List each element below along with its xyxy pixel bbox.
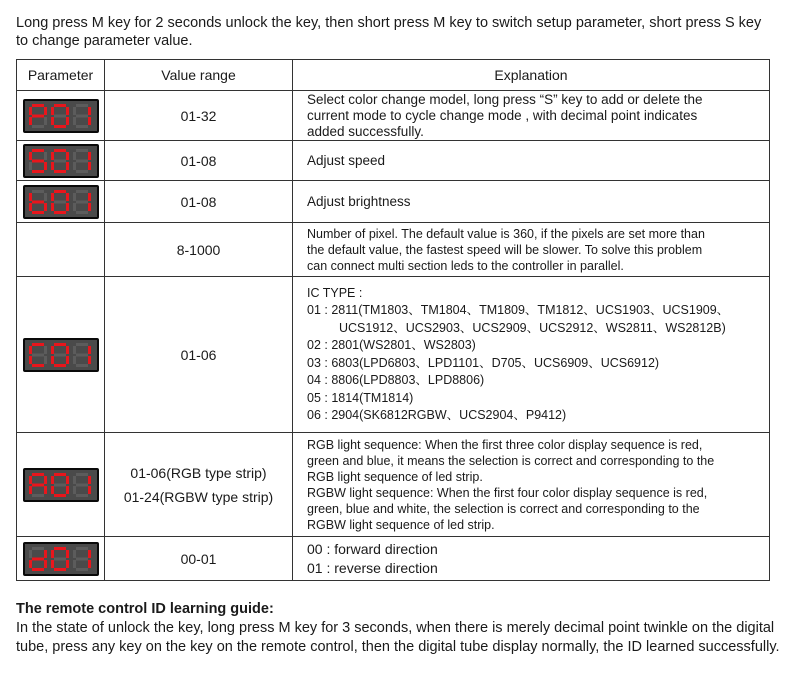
table-row	[17, 537, 770, 581]
explanation-cell	[293, 537, 770, 581]
led-digit-C	[29, 343, 49, 367]
led-segment-a	[32, 104, 44, 107]
led-segment-e	[73, 162, 76, 170]
led-segment-e	[73, 203, 76, 211]
value-range: 01-08	[180, 193, 217, 210]
led-segment-g	[32, 114, 44, 117]
led-segment-c	[66, 560, 69, 568]
led-segment-d	[54, 364, 66, 367]
explanation-line: can connect multi section leds to the controller in parallel.	[307, 258, 624, 273]
led-segment-a	[32, 190, 44, 193]
led-segment-d	[54, 170, 66, 173]
led-segment-b	[66, 346, 69, 354]
led-display-p01	[23, 99, 99, 133]
parameter-cell	[17, 223, 105, 277]
value-range: 01-06(RGB type strip)	[130, 464, 267, 481]
led-segment-g	[32, 557, 44, 560]
led-segment-d	[76, 170, 88, 173]
explanation-line: 01 : reverse direction	[307, 559, 438, 576]
led-segment-g	[76, 557, 88, 560]
parameter-cell	[17, 141, 105, 181]
guide-body: In the state of unlock the key, long press M key for 3 seconds, when there is merely decimal point twinkle on the digital tube, press any key on the key on the remote control, then the digital tube display normally, the ID learned successfully.	[16, 620, 780, 655]
led-segment-c	[88, 356, 91, 364]
explanation-line: 06 : 2904(SK6812RGBW、UCS2904、P9412)	[307, 408, 567, 422]
led-segment-c	[66, 356, 69, 364]
led-segment-b	[44, 346, 47, 354]
led-segment-b	[88, 193, 91, 201]
led-segment-e	[51, 162, 54, 170]
led-digit-0	[51, 343, 71, 367]
led-segment-f	[73, 152, 76, 160]
led-segment-a	[32, 473, 44, 476]
led-segment-d	[54, 125, 66, 128]
explanation-line: Adjust speed	[307, 152, 386, 168]
explanation-line: added successfully.	[307, 123, 424, 139]
led-segment-b	[66, 107, 69, 115]
led-segment-e	[29, 162, 32, 170]
led-segment-b	[88, 152, 91, 160]
led-segment-b	[44, 476, 47, 484]
explanation-cell	[293, 433, 770, 537]
led-segment-d	[32, 364, 44, 367]
led-segment-f	[51, 550, 54, 558]
led-segment-e	[51, 117, 54, 125]
led-segment-f	[29, 193, 32, 201]
led-segment-a	[76, 473, 88, 476]
value-range-cell	[105, 537, 293, 581]
led-segment-c	[88, 162, 91, 170]
led-segment-g	[54, 483, 66, 486]
guide-title: The remote control ID learning guide:	[16, 601, 274, 617]
led-segment-f	[51, 107, 54, 115]
led-segment-g	[54, 353, 66, 356]
explanation-line: UCS1912、UCS2903、UCS2909、UCS2912、WS2811、WS2812B)	[339, 320, 726, 335]
explanation-line: 05 : 1814(TM1814)	[307, 390, 414, 405]
led-segment-a	[32, 547, 44, 550]
explanation-line: RGBW light sequence: When the first four color display sequence is red,	[307, 485, 708, 500]
led-segment-b	[66, 550, 69, 558]
explanation-line: RGBW light sequence of led strip.	[307, 517, 495, 532]
led-segment-e	[29, 203, 32, 211]
led-segment-f	[73, 346, 76, 354]
led-segment-f	[51, 193, 54, 201]
led-display-s01	[23, 144, 99, 178]
led-segment-d	[32, 125, 44, 128]
led-segment-b	[44, 152, 47, 160]
led-segment-f	[51, 346, 54, 354]
led-segment-e	[73, 560, 76, 568]
explanation-line: RGB light sequence: When the first three color display sequence is red,	[307, 437, 703, 452]
table-row	[17, 433, 770, 537]
led-segment-c	[88, 486, 91, 494]
led-segment-d	[32, 568, 44, 571]
led-segment-f	[73, 476, 76, 484]
led-segment-g	[54, 200, 66, 203]
table-row	[17, 277, 770, 433]
led-segment-f	[73, 550, 76, 558]
led-segment-d	[76, 125, 88, 128]
led-segment-c	[88, 203, 91, 211]
led-segment-e	[29, 560, 32, 568]
parameter-cell	[17, 91, 105, 141]
value-range-cell	[105, 181, 293, 223]
led-segment-b	[44, 550, 47, 558]
explanation-line: RGB light sequence of led strip.	[307, 469, 483, 484]
led-segment-a	[76, 343, 88, 346]
led-segment-g	[32, 353, 44, 356]
explanation-cell	[293, 277, 770, 433]
header-parameter: Parameter	[17, 60, 105, 91]
value-range-cell	[105, 277, 293, 433]
led-digit-1	[73, 190, 93, 214]
led-segment-a	[54, 343, 66, 346]
table-row	[17, 223, 770, 277]
explanation-line: 00 : forward direction	[307, 540, 438, 557]
led-segment-e	[73, 117, 76, 125]
table-row	[17, 141, 770, 181]
led-segment-e	[51, 560, 54, 568]
led-display-c01	[23, 338, 99, 372]
led-segment-d	[32, 494, 44, 497]
led-segment-e	[51, 356, 54, 364]
led-segment-a	[32, 343, 44, 346]
led-segment-f	[29, 152, 32, 160]
led-digit-b	[29, 190, 49, 214]
explanation-line: 03 : 6803(LPD6803、LPD1101、D705、UCS6909、UCS6912)	[307, 355, 660, 370]
led-segment-f	[51, 476, 54, 484]
led-segment-a	[76, 149, 88, 152]
led-segment-c	[44, 356, 47, 364]
led-segment-a	[76, 104, 88, 107]
led-segment-d	[76, 568, 88, 571]
led-digit-0	[51, 190, 71, 214]
led-segment-c	[66, 486, 69, 494]
led-segment-b	[88, 550, 91, 558]
led-display-b01	[23, 185, 99, 219]
led-segment-c	[66, 162, 69, 170]
led-digit-P	[29, 104, 49, 128]
led-segment-d	[76, 364, 88, 367]
led-segment-f	[73, 193, 76, 201]
led-segment-e	[73, 356, 76, 364]
parameter-cell	[17, 433, 105, 537]
led-digit-1	[73, 547, 93, 571]
table-row	[17, 181, 770, 223]
led-digit-0	[51, 473, 71, 497]
led-segment-f	[51, 152, 54, 160]
led-segment-e	[73, 486, 76, 494]
explanation-line: Adjust brightness	[307, 193, 411, 209]
led-segment-c	[66, 117, 69, 125]
led-segment-f	[73, 107, 76, 115]
led-digit-0	[51, 547, 71, 571]
led-segment-g	[32, 200, 44, 203]
led-segment-a	[76, 190, 88, 193]
led-segment-e	[29, 356, 32, 364]
table-row	[17, 91, 770, 141]
explanation-line: the default value, the fastest speed will be slower. To solve this problem	[307, 242, 703, 257]
explanation-cell	[293, 181, 770, 223]
led-digit-S	[29, 149, 49, 173]
led-segment-b	[66, 152, 69, 160]
led-segment-a	[54, 149, 66, 152]
led-segment-e	[29, 117, 32, 125]
led-digit-0	[51, 104, 71, 128]
led-segment-b	[66, 193, 69, 201]
led-segment-d	[32, 170, 44, 173]
led-digit-1	[73, 343, 93, 367]
parameter-cell	[17, 181, 105, 223]
led-segment-b	[44, 107, 47, 115]
led-segment-b	[88, 476, 91, 484]
led-display-a01	[23, 468, 99, 502]
led-segment-a	[54, 190, 66, 193]
explanation-line: green and blue, it means the selection is correct and corresponding to the	[307, 453, 715, 468]
value-range-cell	[105, 141, 293, 181]
led-segment-e	[51, 203, 54, 211]
led-segment-g	[76, 483, 88, 486]
explanation-line: 01 : 2811(TM1803、TM1804、TM1809、TM1812、UCS1903、UCS1909、	[307, 303, 730, 317]
led-segment-g	[76, 114, 88, 117]
led-digit-d	[29, 547, 49, 571]
explanation-cell	[293, 223, 770, 277]
led-segment-a	[54, 473, 66, 476]
explanation-line: 04 : 8806(LPD8803、LPD8806)	[307, 373, 485, 387]
led-segment-c	[88, 117, 91, 125]
explanation-line: green, blue and white, the selection is correct and corresponding to the	[307, 501, 700, 516]
led-display-d01	[23, 542, 99, 576]
led-segment-c	[44, 560, 47, 568]
led-segment-f	[29, 550, 32, 558]
value-range-cell	[105, 223, 293, 277]
led-segment-c	[44, 117, 47, 125]
header-value-range: Value range	[105, 60, 293, 91]
led-segment-a	[32, 149, 44, 152]
led-segment-g	[32, 483, 44, 486]
led-segment-e	[51, 486, 54, 494]
explanation-cell	[293, 141, 770, 181]
led-segment-a	[54, 104, 66, 107]
led-segment-d	[76, 494, 88, 497]
led-segment-d	[54, 211, 66, 214]
led-segment-g	[76, 200, 88, 203]
value-range: 8-1000	[176, 241, 221, 258]
led-segment-c	[88, 560, 91, 568]
led-segment-g	[54, 114, 66, 117]
led-digit-1	[73, 104, 93, 128]
led-digit-1	[73, 149, 93, 173]
explanation-cell	[293, 91, 770, 141]
intro-text: Long press M key for 2 seconds unlock the key, then short press M key to switch setup parameter, short press S key to change parameter value.	[16, 15, 762, 49]
value-range: 01-24(RGBW type strip)	[123, 488, 274, 505]
led-segment-g	[76, 159, 88, 162]
led-segment-a	[76, 547, 88, 550]
value-range: 01-08	[180, 152, 217, 169]
led-segment-c	[66, 203, 69, 211]
led-segment-a	[54, 547, 66, 550]
led-segment-c	[44, 203, 47, 211]
led-segment-c	[44, 162, 47, 170]
led-segment-g	[54, 557, 66, 560]
led-segment-f	[29, 346, 32, 354]
led-segment-f	[29, 107, 32, 115]
led-segment-c	[44, 486, 47, 494]
led-segment-g	[76, 353, 88, 356]
explanation-line: Select color change model, long press “S” key to add or delete the	[307, 91, 703, 107]
explanation-line: current mode to cycle change mode , with decimal point indicates	[307, 107, 698, 123]
led-digit-1	[73, 473, 93, 497]
header-explanation: Explanation	[293, 60, 770, 91]
led-segment-g	[32, 159, 44, 162]
explanation-line: IC TYPE :	[307, 285, 363, 300]
led-segment-d	[76, 211, 88, 214]
led-segment-d	[32, 211, 44, 214]
parameter-cell	[17, 277, 105, 433]
value-range-cell	[105, 433, 293, 537]
led-segment-e	[29, 486, 32, 494]
led-segment-b	[44, 193, 47, 201]
explanation-line: 02 : 2801(WS2801、WS2803)	[307, 338, 476, 352]
led-segment-d	[54, 494, 66, 497]
led-segment-d	[54, 568, 66, 571]
parameter-table	[16, 59, 770, 581]
value-range-cell	[105, 91, 293, 141]
value-range: 01-32	[180, 107, 217, 124]
led-segment-b	[66, 476, 69, 484]
value-range: 01-06	[180, 346, 217, 363]
led-digit-A	[29, 473, 49, 497]
parameter-cell	[17, 537, 105, 581]
led-segment-b	[88, 346, 91, 354]
led-digit-0	[51, 149, 71, 173]
table-header-row	[17, 60, 770, 91]
led-segment-f	[29, 476, 32, 484]
explanation-line: Number of pixel. The default value is 360, if the pixels are set more than	[307, 226, 705, 241]
led-segment-b	[88, 107, 91, 115]
led-segment-g	[54, 159, 66, 162]
value-range: 00-01	[180, 550, 217, 567]
